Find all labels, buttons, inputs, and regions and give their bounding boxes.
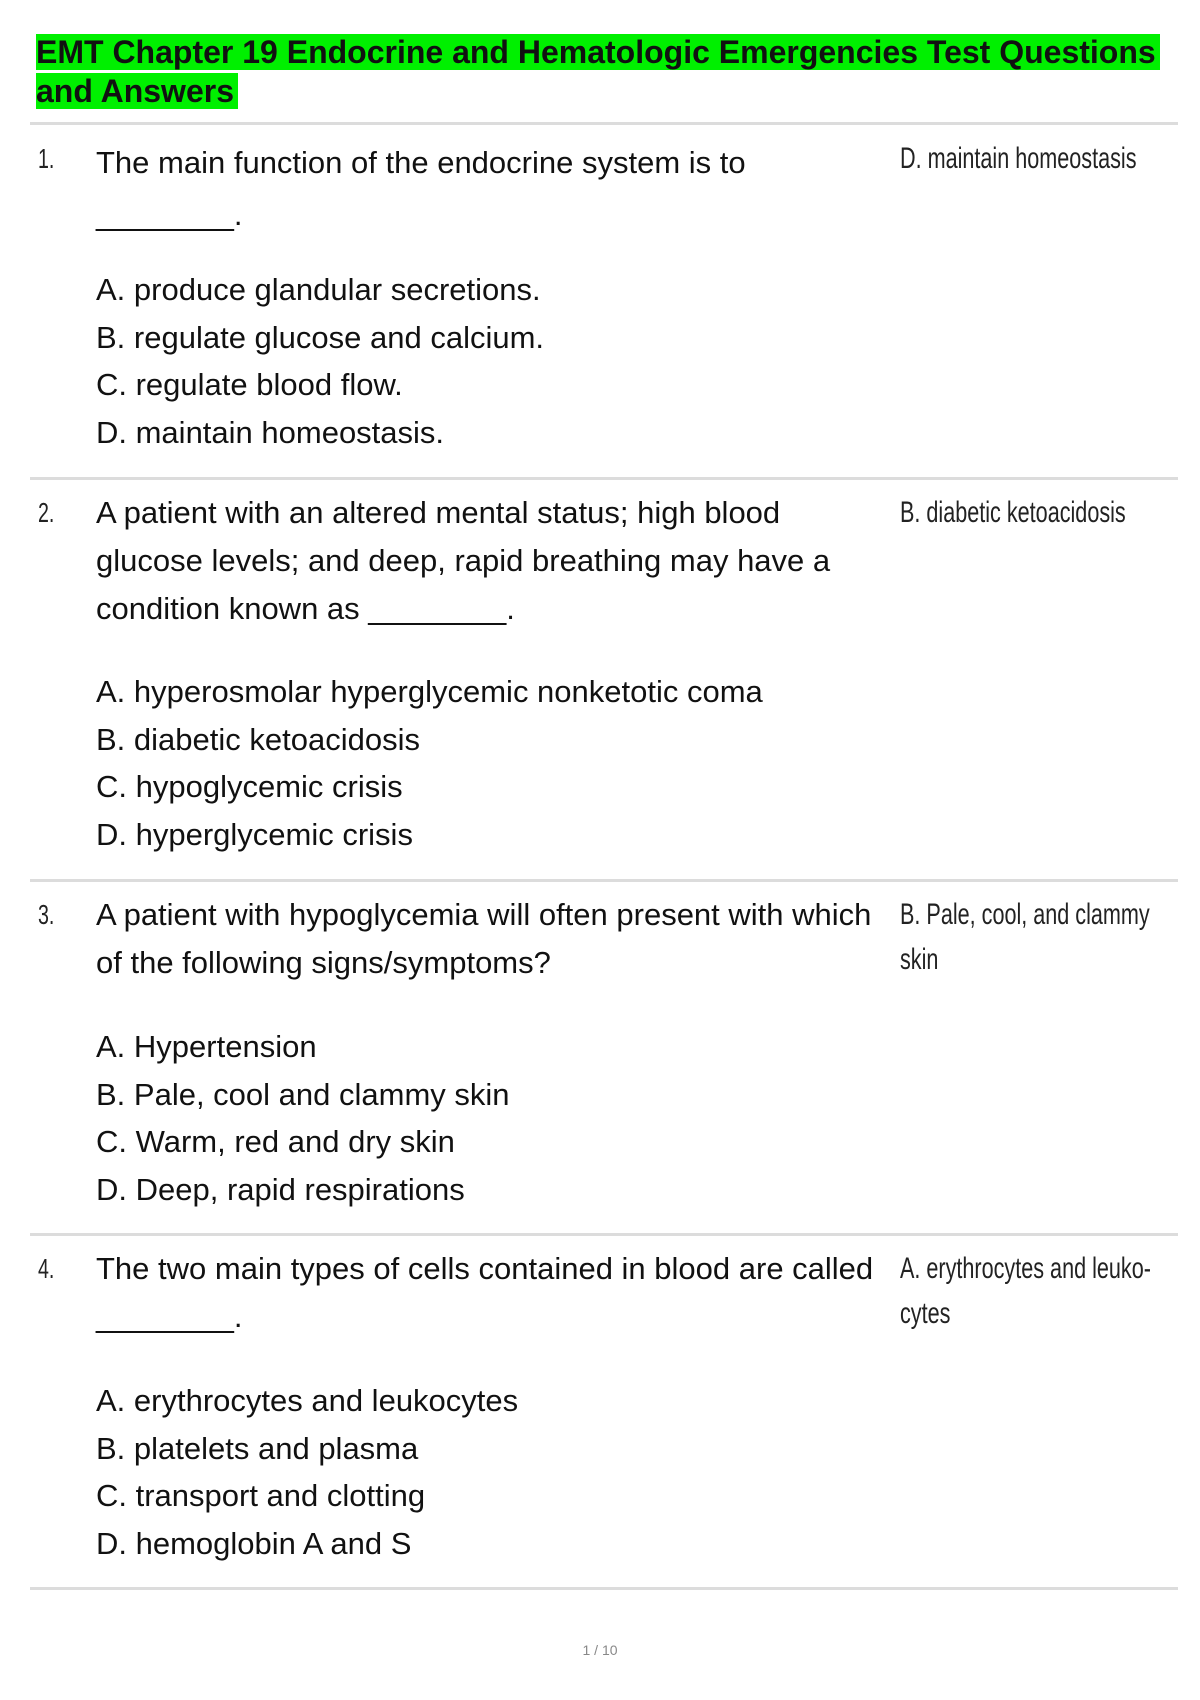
page-indicator: 1 / 10 bbox=[582, 1642, 618, 1658]
option-d: D. hemoglobin A and S bbox=[96, 1525, 412, 1561]
question-number: 2. bbox=[38, 497, 55, 528]
option-a: A. erythrocytes and leukocytes bbox=[96, 1383, 519, 1418]
divider bbox=[30, 1587, 1178, 1590]
option-d: D. maintain homeostasis. bbox=[96, 414, 445, 450]
option-a: A. produce glandular secretions. bbox=[96, 272, 541, 307]
answer-text: B. diabetic ketoacidosis bbox=[900, 496, 1126, 529]
document-title bbox=[36, 33, 1156, 111]
divider bbox=[30, 1233, 1178, 1236]
answer-text: B. Pale, cool, and clammy skin bbox=[900, 898, 1150, 976]
answer-text: D. maintain homeostasis bbox=[900, 142, 1137, 175]
option-c: C. hypoglycemic crisis bbox=[96, 769, 403, 804]
question-text: The two main types of cells contained in blood are called ________. bbox=[96, 1251, 874, 1334]
option-b: B. Pale, cool and clammy skin bbox=[96, 1076, 510, 1112]
options-list bbox=[96, 668, 876, 858]
question-number: 4. bbox=[38, 1253, 55, 1284]
option-b: B. regulate glucose and calcium. bbox=[96, 319, 545, 355]
question-text: A patient with hypoglycemia will often present with which of the following signs/symptoms? bbox=[96, 897, 872, 980]
divider bbox=[30, 477, 1178, 480]
question-text: A patient with an altered mental status; high blood glucose levels; and deep, rapid breathing may have a condition known as ________. bbox=[96, 495, 831, 626]
option-a: A. Hypertension bbox=[96, 1029, 317, 1064]
divider bbox=[30, 122, 1178, 125]
option-a: A. hyperosmolar hyperglycemic nonketotic coma bbox=[96, 674, 763, 709]
options-list bbox=[96, 266, 876, 456]
option-d: D. hyperglycemic crisis bbox=[96, 816, 413, 852]
options-list bbox=[96, 1023, 876, 1213]
document-title-text: EMT Chapter 19 Endocrine and Hematologic Emergencies Test Questions and Answers bbox=[36, 34, 1160, 109]
option-c: C. transport and clotting bbox=[96, 1478, 426, 1513]
option-d: D. Deep, rapid respirations bbox=[96, 1171, 465, 1207]
option-b: B. diabetic ketoacidosis bbox=[96, 721, 420, 757]
option-b: B. platelets and plasma bbox=[96, 1430, 419, 1466]
question-text: The main function of the endocrine system is to ________. bbox=[96, 145, 746, 232]
question-number: 3. bbox=[38, 899, 55, 930]
answer-text: A. erythrocytes and leuko- cytes bbox=[900, 1252, 1151, 1330]
divider bbox=[30, 879, 1178, 882]
options-list bbox=[96, 1377, 876, 1567]
option-c: C. regulate blood flow. bbox=[96, 367, 403, 402]
option-c: C. Warm, red and dry skin bbox=[96, 1124, 455, 1159]
question-number: 1. bbox=[38, 143, 55, 174]
